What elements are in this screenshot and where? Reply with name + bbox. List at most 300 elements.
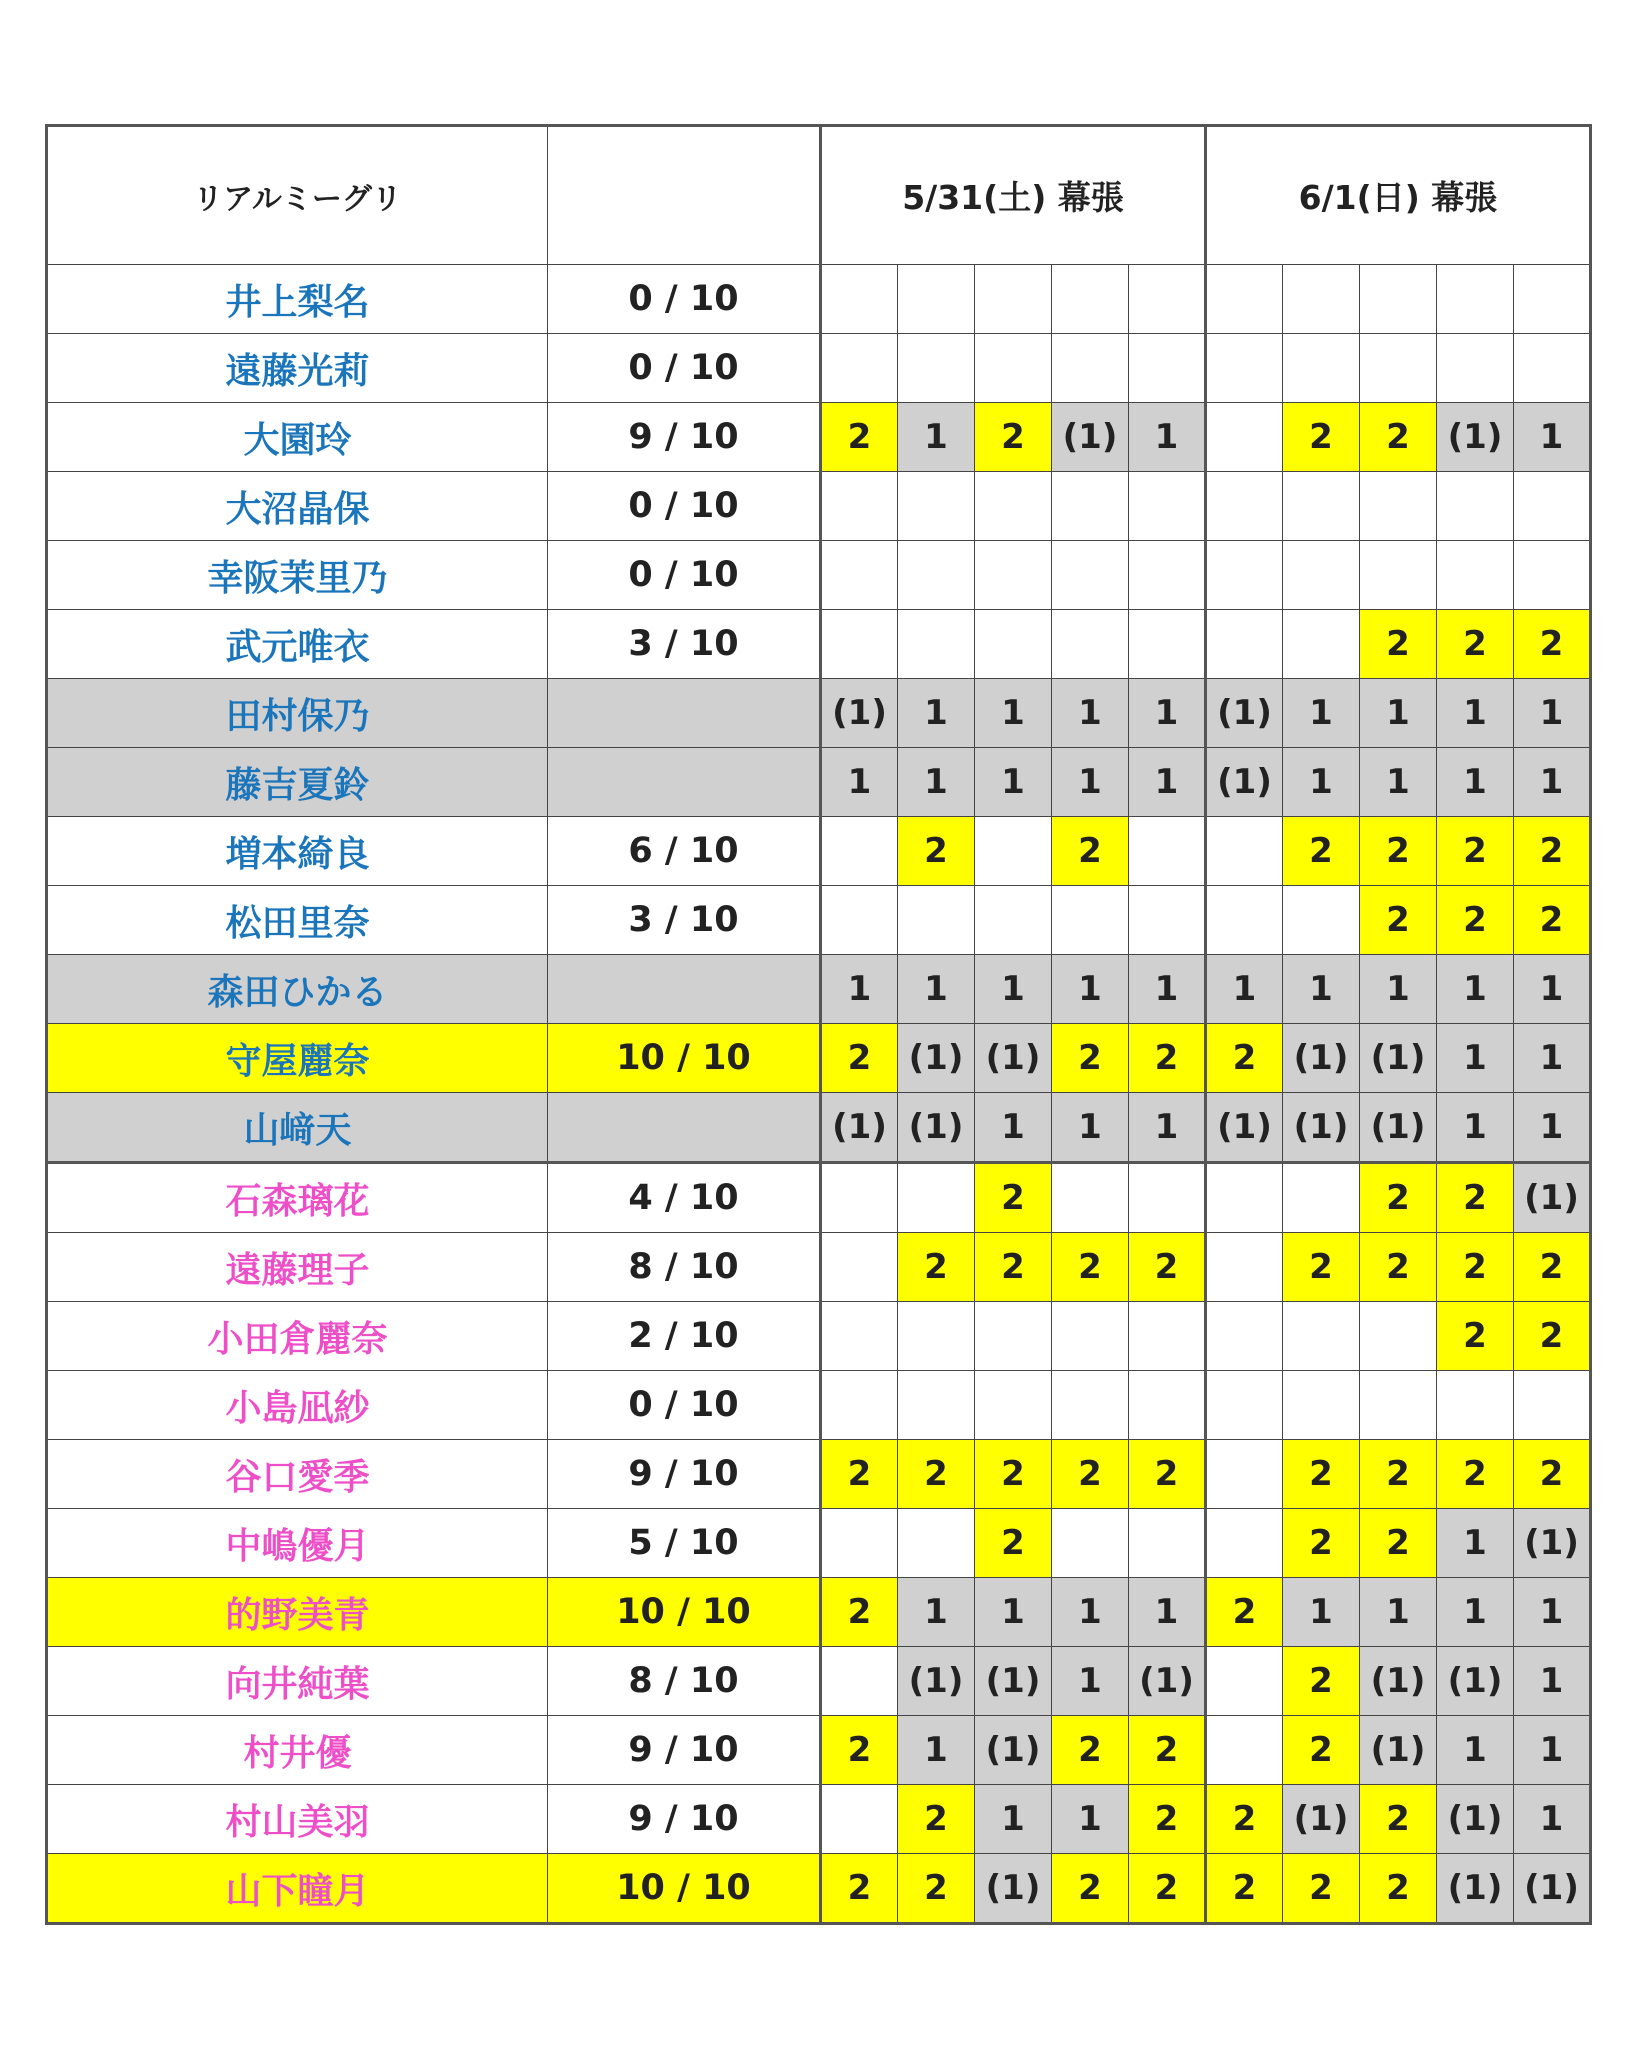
slot-cell — [975, 817, 1052, 886]
member-name: 幸阪茉里乃 — [47, 541, 548, 610]
slot-cell: 2 — [1206, 1024, 1283, 1093]
member-name: 小田倉麗奈 — [47, 1302, 548, 1371]
slot-cell: (1) — [1514, 1509, 1591, 1578]
slot-cell: (1) — [821, 679, 898, 748]
slot-cell — [898, 472, 975, 541]
member-score: 2 / 10 — [548, 1302, 821, 1371]
slot-cell: 2 — [1360, 817, 1437, 886]
slot-cell: 2 — [1360, 1163, 1437, 1233]
member-score: 9 / 10 — [548, 403, 821, 472]
member-score: 10 / 10 — [548, 1854, 821, 1924]
slot-cell: (1) — [1360, 1093, 1437, 1163]
slot-cell: 1 — [1129, 1093, 1206, 1163]
slot-cell: 1 — [1129, 403, 1206, 472]
member-score: 0 / 10 — [548, 1371, 821, 1440]
slot-cell: 1 — [1052, 1578, 1129, 1647]
day1-header: 5/31(土) 幕張 — [821, 126, 1206, 265]
slot-cell: 2 — [1283, 817, 1360, 886]
slot-cell — [1206, 403, 1283, 472]
slot-cell: 2 — [898, 1233, 975, 1302]
member-rows — [47, 265, 1591, 1924]
member-name: 森田ひかる — [47, 955, 548, 1024]
slot-cell — [1206, 817, 1283, 886]
slot-cell: (1) — [1437, 1785, 1514, 1854]
slot-cell: (1) — [898, 1647, 975, 1716]
slot-cell: (1) — [1283, 1093, 1360, 1163]
slot-cell: 2 — [1514, 886, 1591, 955]
slot-cell: 1 — [1437, 955, 1514, 1024]
slot-cell: 1 — [1514, 1716, 1591, 1785]
member-row — [47, 1578, 1591, 1647]
slot-cell: 1 — [975, 1578, 1052, 1647]
slot-cell — [1206, 1440, 1283, 1509]
member-row — [47, 403, 1591, 472]
slot-cell: 2 — [1514, 1302, 1591, 1371]
slot-cell — [821, 1509, 898, 1578]
member-score: 6 / 10 — [548, 817, 821, 886]
slot-cell: 1 — [1052, 679, 1129, 748]
member-row — [47, 1716, 1591, 1785]
slot-cell: 2 — [1437, 1163, 1514, 1233]
member-name: 武元唯衣 — [47, 610, 548, 679]
slot-cell: 2 — [1283, 1716, 1360, 1785]
member-row — [47, 1371, 1591, 1440]
slot-cell — [1129, 1163, 1206, 1233]
slot-cell: (1) — [1514, 1163, 1591, 1233]
slot-cell: 2 — [898, 1785, 975, 1854]
slot-cell: 2 — [1360, 1233, 1437, 1302]
slot-cell — [1360, 1371, 1437, 1440]
slot-cell: 1 — [1283, 679, 1360, 748]
slot-cell: 2 — [975, 1163, 1052, 1233]
slot-cell: 2 — [1514, 1233, 1591, 1302]
slot-cell: 1 — [975, 1093, 1052, 1163]
slot-cell: 2 — [1129, 1233, 1206, 1302]
slot-cell — [821, 1233, 898, 1302]
slot-cell: 1 — [1514, 679, 1591, 748]
slot-cell: 1 — [1283, 955, 1360, 1024]
slot-cell — [821, 472, 898, 541]
slot-cell: (1) — [975, 1647, 1052, 1716]
slot-cell: 2 — [1283, 1647, 1360, 1716]
slot-cell: 1 — [1283, 748, 1360, 817]
slot-cell — [1360, 1302, 1437, 1371]
slot-cell — [1052, 334, 1129, 403]
slot-cell — [898, 1302, 975, 1371]
slot-cell: 1 — [1514, 955, 1591, 1024]
member-row — [47, 334, 1591, 403]
slot-cell: (1) — [1360, 1647, 1437, 1716]
slot-cell — [1052, 610, 1129, 679]
slot-cell: 1 — [975, 1785, 1052, 1854]
slot-cell: 1 — [1360, 748, 1437, 817]
slot-cell — [1360, 472, 1437, 541]
member-score: 3 / 10 — [548, 886, 821, 955]
member-name: 松田里奈 — [47, 886, 548, 955]
slot-cell: 2 — [1129, 1785, 1206, 1854]
member-score: 10 / 10 — [548, 1578, 821, 1647]
member-row — [47, 817, 1591, 886]
slot-cell: 2 — [1129, 1024, 1206, 1093]
slot-cell: 1 — [898, 403, 975, 472]
slot-cell — [1206, 472, 1283, 541]
member-score: 3 / 10 — [548, 610, 821, 679]
member-score — [548, 955, 821, 1024]
slot-cell — [821, 1302, 898, 1371]
slot-cell — [898, 1371, 975, 1440]
slot-cell: (1) — [1437, 1854, 1514, 1924]
slot-cell: 1 — [1052, 955, 1129, 1024]
slot-cell — [1283, 1163, 1360, 1233]
slot-cell: 2 — [821, 1716, 898, 1785]
slot-cell: 2 — [1052, 1024, 1129, 1093]
slot-cell: 2 — [898, 1854, 975, 1924]
slot-cell: 2 — [1052, 1716, 1129, 1785]
slot-cell: 1 — [1052, 1785, 1129, 1854]
member-score: 5 / 10 — [548, 1509, 821, 1578]
member-name: 中嶋優月 — [47, 1509, 548, 1578]
slot-cell: 2 — [1360, 1854, 1437, 1924]
slot-cell — [1437, 334, 1514, 403]
slot-cell: (1) — [1206, 748, 1283, 817]
slot-cell — [1360, 334, 1437, 403]
slot-cell — [1206, 334, 1283, 403]
slot-cell — [1360, 265, 1437, 334]
slot-cell: 2 — [821, 403, 898, 472]
member-name: 大沼晶保 — [47, 472, 548, 541]
slot-cell: 2 — [1437, 1233, 1514, 1302]
slot-cell — [1206, 610, 1283, 679]
slot-cell: 1 — [1437, 1024, 1514, 1093]
slot-cell — [898, 886, 975, 955]
member-row — [47, 1302, 1591, 1371]
slot-cell: 2 — [821, 1854, 898, 1924]
slot-cell — [821, 1647, 898, 1716]
slot-cell — [1052, 886, 1129, 955]
slot-cell: 2 — [1283, 1509, 1360, 1578]
slot-cell: 1 — [1514, 1785, 1591, 1854]
slot-cell: 2 — [1360, 1440, 1437, 1509]
slot-cell — [1206, 1371, 1283, 1440]
slot-cell: 2 — [1360, 1785, 1437, 1854]
slot-cell: 1 — [1514, 403, 1591, 472]
slot-cell — [821, 886, 898, 955]
member-row — [47, 1163, 1591, 1233]
slot-cell — [898, 1163, 975, 1233]
member-score: 10 / 10 — [548, 1024, 821, 1093]
slot-cell: 2 — [975, 1233, 1052, 1302]
member-name: 村井優 — [47, 1716, 548, 1785]
slot-cell — [975, 472, 1052, 541]
slot-cell — [1129, 610, 1206, 679]
slot-cell — [898, 541, 975, 610]
member-score: 0 / 10 — [548, 265, 821, 334]
slot-cell — [898, 334, 975, 403]
slot-cell — [1129, 334, 1206, 403]
slot-cell — [821, 265, 898, 334]
slot-cell: 1 — [1052, 1093, 1129, 1163]
header-row — [47, 126, 1591, 265]
slot-cell — [1514, 541, 1591, 610]
member-row — [47, 679, 1591, 748]
slot-cell: 2 — [975, 403, 1052, 472]
slot-cell: (1) — [1129, 1647, 1206, 1716]
slot-cell: (1) — [1437, 403, 1514, 472]
slot-cell — [1206, 1716, 1283, 1785]
slot-cell: 2 — [1206, 1854, 1283, 1924]
slot-cell: 2 — [1052, 1440, 1129, 1509]
slot-cell — [1129, 265, 1206, 334]
member-score: 8 / 10 — [548, 1647, 821, 1716]
slot-cell — [1514, 1371, 1591, 1440]
slot-cell — [1206, 886, 1283, 955]
member-score: 9 / 10 — [548, 1785, 821, 1854]
day2-header: 6/1(日) 幕張 — [1206, 126, 1591, 265]
slot-cell — [1129, 1302, 1206, 1371]
slot-cell — [975, 541, 1052, 610]
member-score: 9 / 10 — [548, 1440, 821, 1509]
member-row — [47, 1854, 1591, 1924]
slot-cell: 2 — [1283, 1440, 1360, 1509]
slot-cell — [1129, 1509, 1206, 1578]
member-score: 8 / 10 — [548, 1233, 821, 1302]
member-name: 大園玲 — [47, 403, 548, 472]
slot-cell: (1) — [898, 1024, 975, 1093]
slot-cell — [975, 1302, 1052, 1371]
slot-cell — [1052, 1163, 1129, 1233]
slot-cell: 2 — [821, 1440, 898, 1509]
member-name: 山﨑天 — [47, 1093, 548, 1163]
slot-cell: 1 — [821, 955, 898, 1024]
slot-cell: 2 — [898, 817, 975, 886]
slot-cell — [1129, 472, 1206, 541]
slot-cell: 2 — [1514, 610, 1591, 679]
slot-cell — [898, 265, 975, 334]
slot-cell — [821, 817, 898, 886]
slot-cell: (1) — [1283, 1024, 1360, 1093]
slot-cell — [821, 1785, 898, 1854]
slot-cell: (1) — [1360, 1024, 1437, 1093]
slot-cell: 1 — [1360, 679, 1437, 748]
member-score — [548, 679, 821, 748]
member-name: 的野美青 — [47, 1578, 548, 1647]
slot-cell: 1 — [1206, 955, 1283, 1024]
member-score: 0 / 10 — [548, 472, 821, 541]
slot-cell: 1 — [1129, 955, 1206, 1024]
slot-cell — [975, 1371, 1052, 1440]
member-name: 田村保乃 — [47, 679, 548, 748]
slot-cell: 2 — [1514, 817, 1591, 886]
slot-cell: 2 — [1129, 1854, 1206, 1924]
slot-cell: 1 — [1052, 1647, 1129, 1716]
slot-cell: (1) — [1360, 1716, 1437, 1785]
slot-cell — [1283, 610, 1360, 679]
slot-cell: 2 — [1206, 1785, 1283, 1854]
slot-cell — [1514, 472, 1591, 541]
member-row — [47, 1440, 1591, 1509]
member-name: 小島凪紗 — [47, 1371, 548, 1440]
member-row — [47, 1509, 1591, 1578]
slot-cell: (1) — [1206, 679, 1283, 748]
slot-cell: (1) — [1283, 1785, 1360, 1854]
slot-cell — [1283, 886, 1360, 955]
member-row — [47, 1785, 1591, 1854]
slot-cell — [1052, 1302, 1129, 1371]
slot-cell: 1 — [1514, 1024, 1591, 1093]
slot-cell — [1437, 541, 1514, 610]
member-row — [47, 1024, 1591, 1093]
slot-cell: 2 — [1437, 1440, 1514, 1509]
member-score — [548, 748, 821, 817]
slot-cell — [1437, 472, 1514, 541]
member-name: 井上梨名 — [47, 265, 548, 334]
member-row — [47, 610, 1591, 679]
slot-cell: 2 — [1360, 886, 1437, 955]
slot-cell: 1 — [898, 955, 975, 1024]
slot-cell: (1) — [975, 1024, 1052, 1093]
member-name: 山下瞳月 — [47, 1854, 548, 1924]
member-score — [548, 1093, 821, 1163]
slot-cell: 1 — [1514, 748, 1591, 817]
member-name: 村山美羽 — [47, 1785, 548, 1854]
member-score: 9 / 10 — [548, 1716, 821, 1785]
slot-cell: 2 — [1283, 403, 1360, 472]
slot-cell — [1283, 1371, 1360, 1440]
slot-cell: (1) — [1514, 1854, 1591, 1924]
slot-cell: 1 — [1437, 1093, 1514, 1163]
slot-cell — [821, 541, 898, 610]
slot-cell — [1206, 1509, 1283, 1578]
slot-cell: 1 — [975, 748, 1052, 817]
slot-cell: 2 — [1283, 1854, 1360, 1924]
slot-cell: 2 — [1437, 886, 1514, 955]
slot-cell — [975, 886, 1052, 955]
member-row — [47, 1233, 1591, 1302]
slot-cell — [1206, 1647, 1283, 1716]
slot-cell: 1 — [975, 955, 1052, 1024]
slot-cell: 1 — [1514, 1647, 1591, 1716]
member-score: 0 / 10 — [548, 334, 821, 403]
member-score: 0 / 10 — [548, 541, 821, 610]
slot-cell — [975, 265, 1052, 334]
slot-cell — [1052, 1509, 1129, 1578]
slot-cell: 1 — [1437, 1716, 1514, 1785]
slot-cell — [821, 1163, 898, 1233]
slot-cell: 1 — [1437, 679, 1514, 748]
slot-cell — [1052, 472, 1129, 541]
slot-cell: 1 — [898, 679, 975, 748]
slot-cell — [1437, 1371, 1514, 1440]
slot-cell: 2 — [1129, 1716, 1206, 1785]
member-row — [47, 1093, 1591, 1163]
slot-cell — [1206, 1163, 1283, 1233]
slot-cell — [1514, 265, 1591, 334]
member-row — [47, 886, 1591, 955]
slot-cell: 1 — [1360, 955, 1437, 1024]
slot-cell: 2 — [821, 1024, 898, 1093]
member-row — [47, 541, 1591, 610]
slot-cell: 1 — [898, 748, 975, 817]
slot-cell: 2 — [821, 1578, 898, 1647]
score-header — [548, 126, 821, 265]
member-name: 遠藤理子 — [47, 1233, 548, 1302]
slot-cell — [1052, 1371, 1129, 1440]
slot-cell: 2 — [1360, 610, 1437, 679]
slot-cell — [1129, 541, 1206, 610]
slot-cell — [975, 610, 1052, 679]
slot-cell: 2 — [1052, 1233, 1129, 1302]
slot-cell: 1 — [1129, 1578, 1206, 1647]
slot-cell — [1283, 541, 1360, 610]
slot-cell — [898, 1509, 975, 1578]
slot-cell: (1) — [975, 1854, 1052, 1924]
slot-cell: 2 — [1283, 1233, 1360, 1302]
slot-cell: (1) — [821, 1093, 898, 1163]
slot-cell — [1206, 541, 1283, 610]
slot-cell — [1206, 1302, 1283, 1371]
slot-cell: (1) — [1206, 1093, 1283, 1163]
slot-cell — [1514, 334, 1591, 403]
member-row — [47, 1647, 1591, 1716]
slot-cell: 1 — [1052, 748, 1129, 817]
slot-cell: 2 — [1360, 403, 1437, 472]
slot-cell: 1 — [1283, 1578, 1360, 1647]
member-row — [47, 748, 1591, 817]
slot-cell — [1129, 886, 1206, 955]
slot-cell — [1283, 1302, 1360, 1371]
slot-cell — [1437, 265, 1514, 334]
member-name: 藤吉夏鈴 — [47, 748, 548, 817]
slot-cell — [821, 610, 898, 679]
member-row — [47, 472, 1591, 541]
slot-cell: 1 — [821, 748, 898, 817]
slot-cell: 2 — [1437, 1302, 1514, 1371]
slot-cell: 1 — [975, 679, 1052, 748]
member-score: 4 / 10 — [548, 1163, 821, 1233]
slot-cell — [1052, 265, 1129, 334]
member-name: 石森璃花 — [47, 1163, 548, 1233]
slot-cell: 1 — [1514, 1578, 1591, 1647]
slot-cell: (1) — [975, 1716, 1052, 1785]
slot-cell: 1 — [1437, 1578, 1514, 1647]
slot-cell — [821, 1371, 898, 1440]
slot-cell: 1 — [898, 1716, 975, 1785]
slot-cell: 2 — [975, 1440, 1052, 1509]
slot-cell: 1 — [1129, 679, 1206, 748]
slot-cell: 2 — [975, 1509, 1052, 1578]
slot-cell: 2 — [1206, 1578, 1283, 1647]
slot-cell: 1 — [1514, 1093, 1591, 1163]
slot-cell — [1206, 265, 1283, 334]
slot-cell — [1360, 541, 1437, 610]
member-name: 遠藤光莉 — [47, 334, 548, 403]
member-name: 守屋麗奈 — [47, 1024, 548, 1093]
slot-cell — [1129, 817, 1206, 886]
slot-cell — [1206, 1233, 1283, 1302]
slot-cell: 2 — [1437, 817, 1514, 886]
slot-cell — [898, 610, 975, 679]
slot-cell: (1) — [1437, 1647, 1514, 1716]
slot-cell: 2 — [1052, 1854, 1129, 1924]
slot-cell — [1129, 1371, 1206, 1440]
slot-cell: 2 — [898, 1440, 975, 1509]
member-row — [47, 955, 1591, 1024]
group-title-header: リアルミーグリ — [47, 126, 548, 265]
slot-cell: 1 — [1360, 1578, 1437, 1647]
slot-cell: 1 — [1437, 1509, 1514, 1578]
member-name: 谷口愛季 — [47, 1440, 548, 1509]
slot-cell — [1052, 541, 1129, 610]
